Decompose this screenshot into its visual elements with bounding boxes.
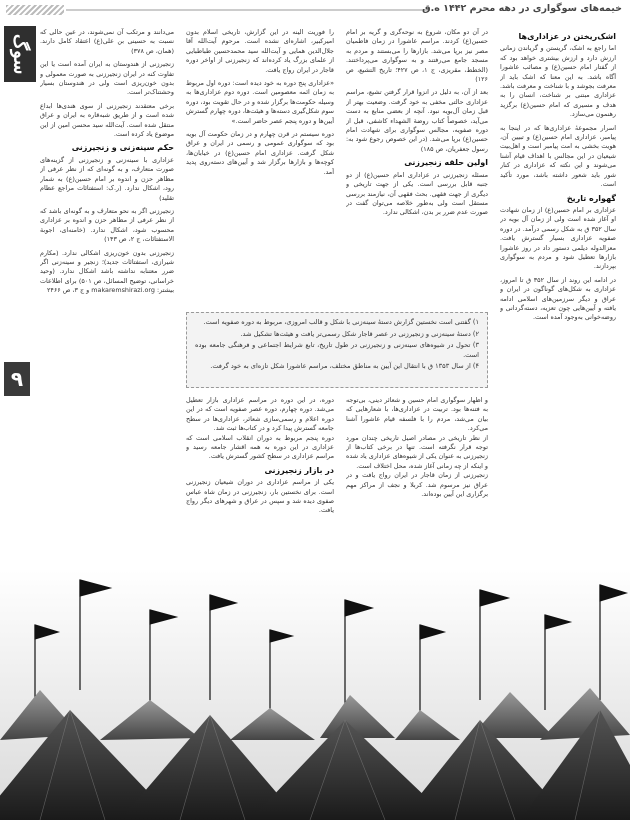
- paragraph: عزاداری با سینه‌زنی و زنجیرزنی از گزینه‌های صورت متعارف، و به گونه‌ای که از نظر عرفی از مظاهر حزن و اندوه بر امام حسین(ع) به شمار رود، اشکال ندارد. (ر.ک: استفتائات مراجع عظام تقلید): [40, 155, 174, 202]
- column-2: [346, 28, 488, 318]
- running-header: [0, 0, 630, 22]
- header-hatch-decoration: [6, 5, 64, 15]
- paragraph: دوره سیستم در قرن چهارم و در زمان حکومت آل بویه بود که سوگواری عمومی و رسمی در ایران و عراق شکل گرفت. عزاداری امام حسین(ع) در خیابان‌ها، کوچه‌ها و بازارها برگزار شد و آیین‌های دسته‌روی پدید آمد.: [186, 130, 334, 176]
- heading-first-chain-ring: اولین حلقه زنجیرزنی: [404, 158, 488, 168]
- paragraph: زنجیرزنی از زمان قاجار در ایران رواج یافت و در عراق نیز مرسوم شد. کربلا و نجف از مراکز مهم برگزاری این آیین بوده‌اند.: [346, 471, 488, 499]
- paragraph: در ادامه این روند از سال ۳۵۲ ق تا امروز، عزاداری به شکل‌های گوناگون در ایران و عراق و دیگر سرزمین‌های اسلامی ادامه یافته و آیین‌هایی چون تعزیه، دسته‌گردانی و روضه‌خوانی به‌وجود آمده است.: [500, 275, 616, 322]
- heading-tears: اشک‌ریختن در عزاداری‌ها: [518, 32, 616, 41]
- section-side-tab: [4, 26, 36, 82]
- column-3: [186, 28, 334, 318]
- paragraph: بعد از آن، به دلیل در انزوا قرار گرفتن تشیع، مراسم عزاداری حالتی مخفی به خود گرفت. وضعیت بهتر از قبل زمان آل‌بویه نبود. آنچه از بعضی منابع به دست می‌آید، خصوصاً کتاب روضة الشهداء کاشفی، قبل از دوره صفویه، مجالس سوگواری برای شهادت امام حسین(ع) برپا می‌شد. (در این خصوص رجوع شود به: رسول جعفریان، ص ۱۸۵): [346, 88, 488, 153]
- paragraph: در آن دو مکان، شروع به نوحه‌گری و گریه بر امام حسین(ع) کردند. مراسم عاشورا در زمان فاطمیان مصر نیز برپا می‌شد. بازارها را می‌بستند و مردم به مسجد جامع می‌رفتند و به سوگواری می‌پرداختند. (الخطط، مقریزی، ج ۱، ص ۴۲۷؛ تاریخ التشیع، ص ۱۲۶): [346, 28, 488, 84]
- paragraph: زنجیرزنی اگر به نحو متعارف و به گونه‌ای باشد که از نظر عرفی از مظاهر حزن و اندوه بر عزاداری محسوب شود، اشکال ندارد. (خامنه‌ای، اجوبة الاستفتائات، ج ۲، ص ۱۴۳): [40, 206, 174, 244]
- paragraph: می‌دانند و مرتکب آن نمی‌شوند، در عین حالی که نسبت به حسینی بن علی(ع) اعتقاد کامل دارند. (همان، ص ۳۷۸): [40, 28, 174, 55]
- paragraph: یکی از مراسم عزاداری در دوران شیعیان زنجیرزنی است. برای نخستین بار، زنجیرزنی در زمان شاه عباس صفوی دیده شد و سپس در عراق و شهرهای دیگر رواج یافت.: [186, 478, 334, 515]
- paragraph: را فوریت الینه در این گزارش، تاریخی اسلام بدون امیرکبیر، اشاره‌ای نشده است. مرحوم آیت‌الله آقا جلال‌الدین همایی و آیت‌الله سید محمدحسین طباطبایی از علمای بزرگ یاد کرده‌اند که زنجیرزنی از اواخر دوره قاجار در ایران رواج یافت.: [186, 28, 334, 74]
- column-2-lower: [346, 396, 488, 564]
- paragraph: اسرار مجموعهٔ عزاداری‌ها که در اینجا به پیامبر، عزاداری امام حسین(ع) و تبیین آن، هویت بخشی به امت پیامبر است و اهل‌بیت شیعیان در این مجالس با اهداف قیام آشنا می‌شوند و این نکته که عزاداری در کنار شور باید شعور داشته باشد، مورد تأکید است.: [500, 123, 616, 189]
- box-item: ۲) دستهٔ سینه‌زنی و زنجیرزنی در عصر قاجار شکل رسمی‌تر یافت و هیئت‌ها تشکیل شد.: [240, 329, 479, 338]
- paragraph: مسئله زنجیرزنی در عزاداری امام حسین(ع) از دو جنبه قابل بررسی است. یکی از جهت تاریخی و دیگری از جهت فقهی. بحث فقهی آن، نیازمند بررسی مستقل است ولی به‌طور خلاصه می‌توان گفت در صورت عدم ضرر بر بدن، اشکالی ندارد.: [346, 170, 488, 217]
- side-tab-label: سوگ: [9, 33, 31, 75]
- heading-chain-market: در بازار زنجیرزنی: [264, 465, 334, 475]
- paragraph: دوره، در این دوره در مراسم عزاداری بازار تعطیل می‌شد. دوره چهارم، دوره عصر صفویه است که در این دوره اعلام و رسمی‌سازی شعائر، عزاداری‌ها در سطح جامعه گسترش پیدا کرد و در کتاب‌ها ثبت شد.: [186, 396, 334, 433]
- paragraph: زنجیرزنی از هندوستان به ایران آمده است یا این تفاوت کنه در ایران زنجیرزنی به صورت معمولی و بدون خون‌ریزی است ولی در هندوستان بسیار وحشتناک‌تر است.: [40, 60, 174, 97]
- paragraph: اما راجع به اشک، گریستن و گریاندن زمانی ارزش دارد و ارزش بیشتری خواهد بود که از گفتار امام حسین(ع) و مصائب عاشورا آگاه باشد. به این معنا که اشک باید از معرفت بجوشد و با شناخت و معرفت باشد. عزاداری مبتنی بر شناخت، انسان را به هدف و مسیری که امام حسین(ع) برگزید رهنمون می‌سازد.: [500, 44, 616, 119]
- box-item: ۱) گفتنی است نخستین گزارش دستهٔ سینه‌زنی با شکل و قالب امروزی، مربوط به دوره صفویه است.: [203, 318, 479, 326]
- paragraph: زنجیرزنی بدون خون‌ریزی اشکالی ندارد. (مکارم شیرازی، استفتائات جدید)؛ زنجیر و سینه‌زنی اگر ضرر معتنابه نداشته باشد اشکال ندارد. (وحید خراسانی، توضیح المسائل، ص ۵۰۱) برای اطلاعات بیشتر: makaremshirazi.org و ج ۳، ص ۲۴۶۶: [40, 248, 174, 295]
- running-title: خیمه‌های سوگواری در دهه محرم ۱۴۴۲ ه.ق: [422, 3, 622, 14]
- paragraph: برخی معتقدند زنجیرزنی از سوی هندی‌ها ابداع شده است و از طریق شبه‌قاره به ایران و عراق منتقل شده است. آیت‌الله سید محسن امین از این موضوع یاد کرده است.: [40, 101, 174, 139]
- paragraph: دوره پنجم مربوط به دوران انقلاب اسلامی است که عزاداری در این دوره به همه اقشار جامعه رسید و مراسم عزاداری در سطح کشور گسترش یافت.: [186, 433, 334, 461]
- column-4: [40, 28, 174, 588]
- header-rule: [66, 9, 430, 11]
- column-3-lower: [186, 396, 334, 564]
- heading-ruling: حکم سینه‌زنی و زنجیرزنی: [71, 143, 174, 153]
- highlight-box: [186, 312, 488, 388]
- box-item: ۴) از سال ۱۳۵۳ ق با انتقال این آیین به مناطق مختلف، مراسم عاشورا شکل تازه‌ای به خود گرفت.: [210, 362, 479, 371]
- paragraph: از نظر تاریخی در مصادر اصیل تاریخی چندان مورد توجه قرار نگرفته است. تنها در برخی کتاب‌ها از زنجیرزنی به عنوان یکی از شیوه‌های عزاداری یاد شده و اینکه از چه زمانی آغاز شده، محل اختلاف است.: [346, 433, 488, 470]
- paragraph: عزاداری بر امام حسین(ع) از زمان شهادت او آغاز شده است ولی از زمان آل بویه در سال ۳۵۲ ق به شکل رسمی درآمد. در دوره صفویه عزاداری بسیار گسترش یافت. معزالدوله دیلمی دستور داد در روز عاشورا بازارها تعطیل شود و مردم به سوگواری بپردازند.: [500, 205, 616, 271]
- tents-and-flags-photo: [0, 570, 630, 820]
- heading-cradle-of-history: گهواره تاریخ: [566, 193, 616, 203]
- paragraph: و اظهار سوگواری امام حسین و شعائر دینی، بی‌توجه به فتنه‌ها بود. تربیت در عزاداری‌ها، با شعارهایی که بیان می‌شد، مردم را با فلسفه قیام عاشورا آشنا می‌کرد.: [346, 396, 488, 433]
- box-item: ۳) تحول در شیوه‌های سینه‌زنی و زنجیرزنی در طول تاریخ، تابع شرایط اجتماعی و فرهنگی جامعه بوده است.: [195, 341, 479, 359]
- page-number: ۹: [4, 362, 30, 396]
- column-1: [500, 28, 616, 588]
- quote-paragraph: «عزاداری پنج دوره به خود دیده است: دوره اول مربوط به زمان ائمه معصومین است. دوره دوم عزاداری‌ها به وسیله حکومت‌ها برگزار شده و در حال تقویت بود، دوره سوم شکل‌گیری دسته‌ها و هیئت‌ها، دوره چهارم گسترش آیین‌ها و دوره پنجم عصر حاضر است.»: [186, 79, 334, 125]
- tents-illustration: [0, 570, 630, 820]
